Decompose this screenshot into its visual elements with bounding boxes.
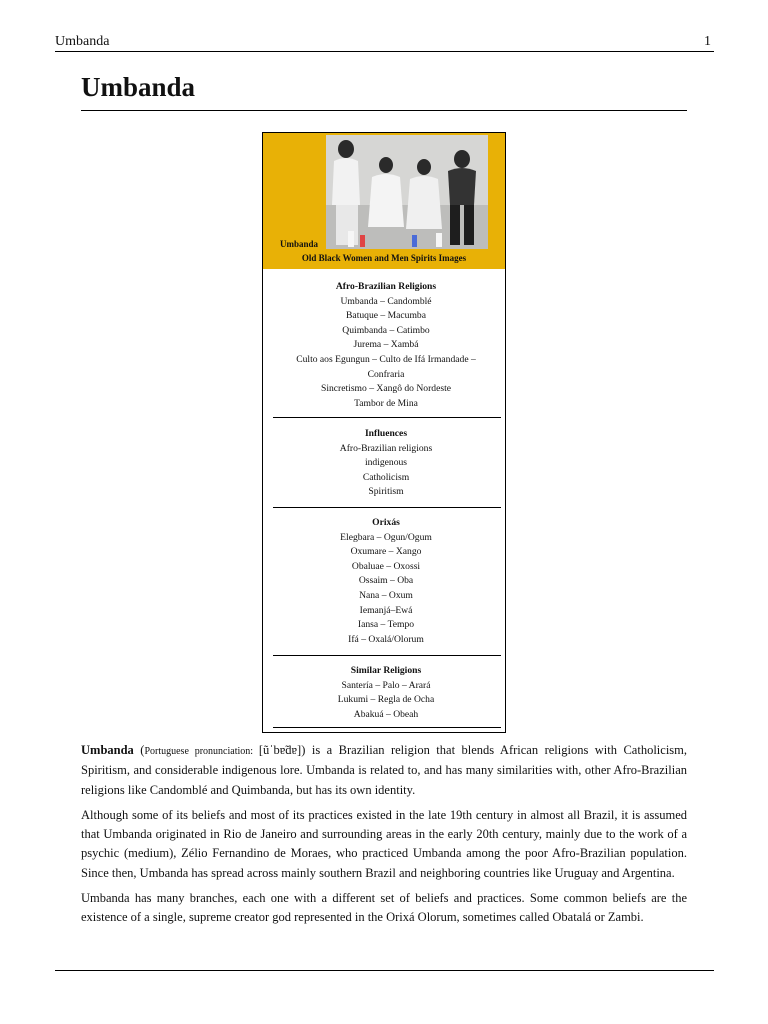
- article-term: Umbanda: [81, 743, 134, 757]
- page-title: Umbanda: [81, 72, 196, 102]
- section-divider: [273, 507, 501, 508]
- section-divider: [273, 727, 501, 728]
- ipa-link[interactable]: [ũˈbɐ̃dɐ]: [258, 743, 302, 757]
- list-item: Elegbara – Ogun/Ogum: [340, 531, 432, 543]
- paragraph: Umbanda (Portuguese pronunciation: [ũˈbɐ̃dɐ]) is a Brazilian religion that blends African religions with Catholicism, Spiritism, and considerable indigenous lore. Umbanda is related to, and has many similarities with, other Afro-Brazilian religions like Candomblé and Quimbanda, but has its own identity.: [81, 743, 688, 797]
- paragraph: Although some of its beliefs and most of its practices existed in the late 19th century in almost all Brazil, it is assumed that Umbanda originated in Rio de Janeiro and surrounding areas in the early 20th century, mainly due to the work of a psychic (medium), Zélio Fernandino de Moraes, who practiced Umbanda among the poor Afro-Brazilian population. Since then, Umbanda has spread across mainly southern Brazil and neighboring countries like Uruguay and Argentina.: [81, 807, 687, 880]
- list-item: Ossaim – Oba: [358, 575, 414, 587]
- section-title: Afro-Brazilian Religions: [335, 281, 437, 292]
- list-item: indigenous: [364, 457, 408, 469]
- list-item: Nana – Oxum: [359, 589, 413, 601]
- section-influences: [273, 427, 499, 500]
- list-item: Sincretismo – Xangô do Nordeste: [320, 383, 452, 395]
- page-number: 1: [704, 34, 711, 49]
- title-rule: [81, 110, 687, 111]
- list-item: Iansa – Tempo: [357, 619, 415, 631]
- list-item: Quimbanda – Catimbo: [342, 324, 430, 336]
- infobox-header: [263, 133, 505, 269]
- list-item: Umbanda – Candomblé: [340, 295, 432, 307]
- image-caption: Old Black Women and Men Spirits Images: [301, 253, 467, 263]
- image-label: Umbanda: [280, 239, 319, 249]
- section-orixas: [273, 516, 499, 647]
- section-title: Influences: [364, 428, 408, 439]
- section-title: Similar Religions: [350, 665, 422, 676]
- list-item: Tambor de Mina: [354, 397, 418, 409]
- list-item: Obaluae – Oxossi: [351, 560, 421, 572]
- infobox: [262, 132, 506, 733]
- section-similar-religions: [273, 664, 499, 722]
- running-head-title: Umbanda: [55, 34, 110, 49]
- section-afro-brazilian-religions: [273, 280, 499, 411]
- list-item: Culto aos Egungun – Culto de Ifá Irmandade –: [296, 353, 476, 365]
- paragraph: Umbanda has many branches, each one with a different set of beliefs and practices. Some common beliefs are the existence of a single, supreme creator god represented in the Orixá Olorum, sometimes called Obatalá or Zambi.: [81, 891, 687, 925]
- article-body: [81, 741, 687, 934]
- list-item: Ifá – Oxalá/Olorum: [348, 633, 424, 645]
- statues-photo: [326, 135, 488, 249]
- running-head: [55, 34, 714, 50]
- list-item: Abakuá – Obeah: [353, 708, 419, 720]
- pronunciation-label: Portuguese pronunciation:: [144, 746, 259, 757]
- header-rule: [55, 51, 714, 52]
- list-item: Iemanjá–Ewá: [359, 604, 413, 616]
- list-item: Lukumi – Regla de Ocha: [337, 694, 435, 706]
- footer-rule: [55, 970, 714, 971]
- section-title: Orixás: [372, 517, 400, 528]
- list-item: Confraria: [367, 368, 405, 380]
- list-item: Catholicism: [362, 471, 410, 483]
- list-item: Spiritism: [368, 486, 404, 498]
- list-item: Oxumare – Xango: [350, 546, 422, 558]
- list-item: Santería – Palo – Arará: [341, 679, 431, 691]
- section-divider: [273, 655, 501, 656]
- list-item: Jurema – Xambá: [353, 339, 419, 351]
- section-divider: [273, 417, 501, 418]
- list-item: Batuque – Macumba: [346, 310, 426, 322]
- list-item: Afro-Brazilian religions: [339, 442, 433, 454]
